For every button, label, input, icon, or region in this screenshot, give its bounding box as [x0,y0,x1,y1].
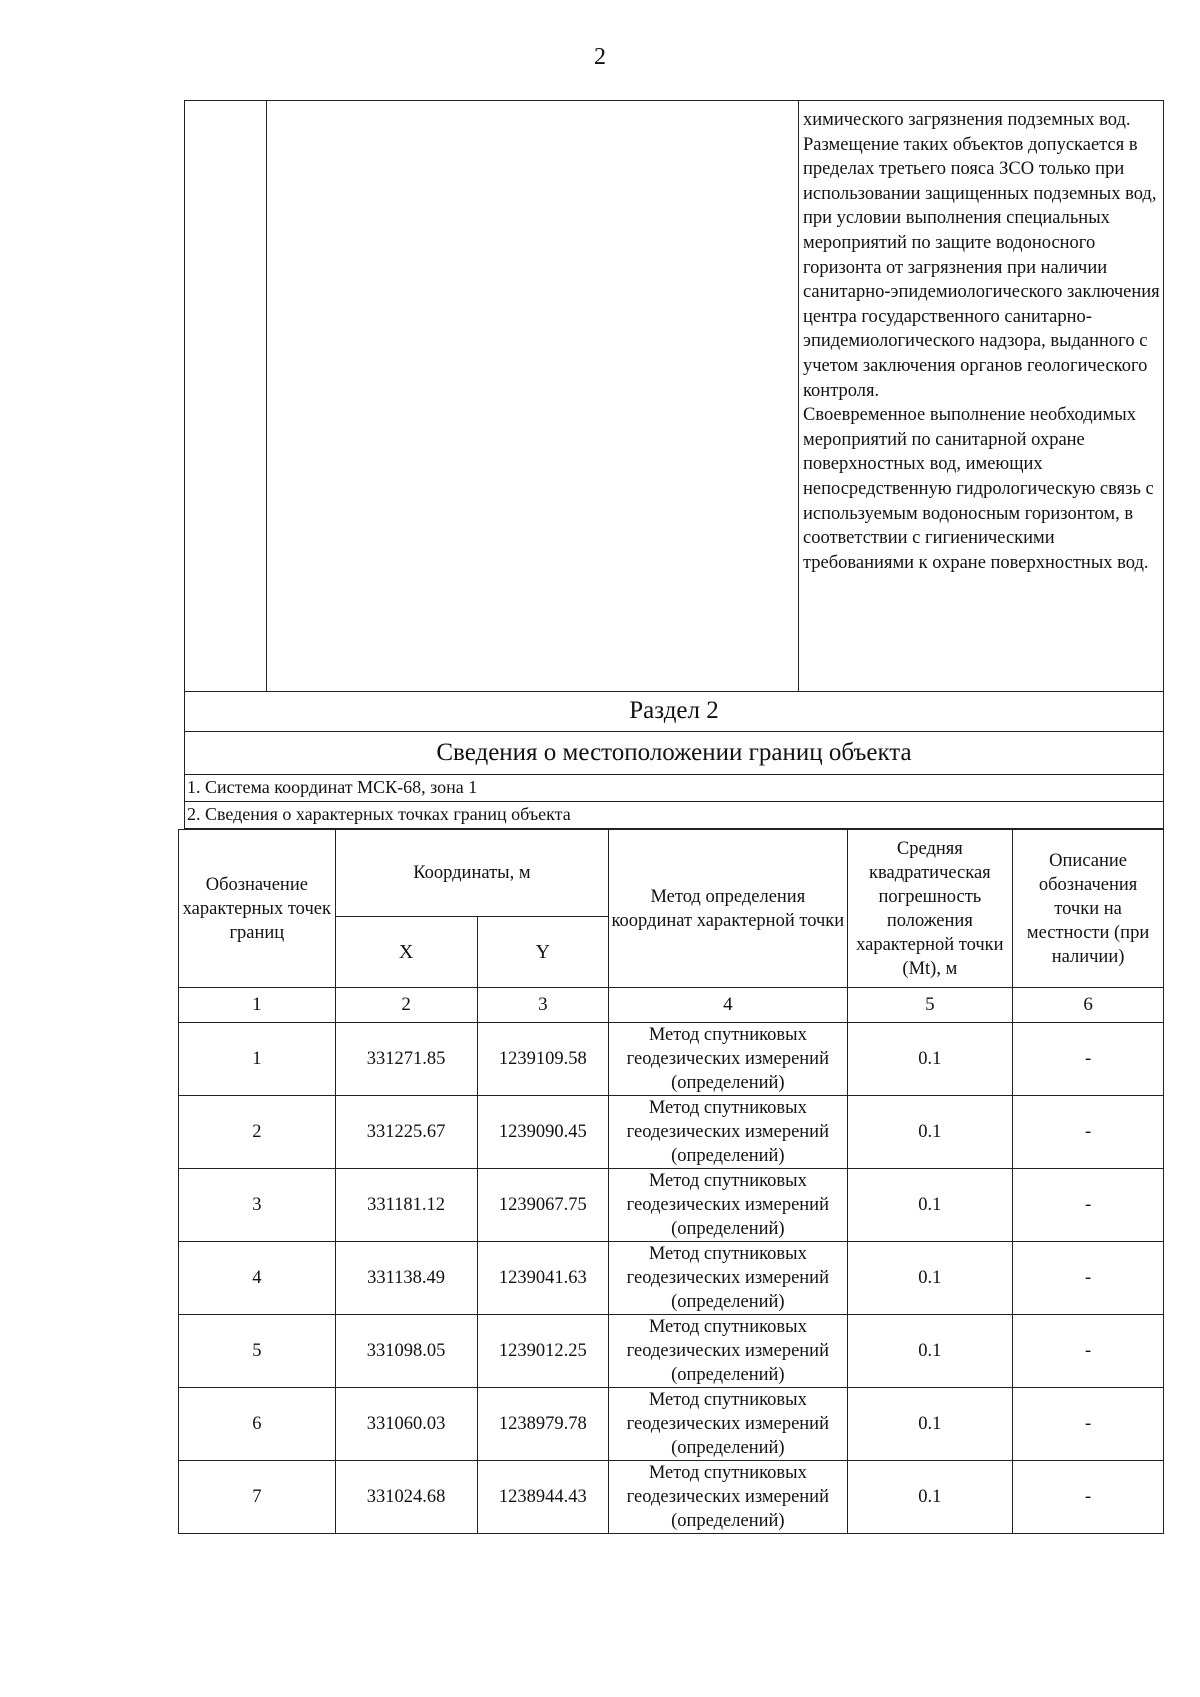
section-title: Раздел 2 [184,692,1164,732]
coord-y: 1238944.43 [477,1461,609,1534]
continuation-col-3 [799,101,1165,691]
mean-error: 0.1 [847,1169,1013,1242]
method: Метод спутниковых геодезических измерений (определений) [609,1096,847,1169]
mean-error: 0.1 [847,1242,1013,1315]
coord-y: 1239109.58 [477,1023,609,1096]
header-method: Метод определения координат характерной точки [609,830,847,988]
method: Метод спутниковых геодезических измерений (определений) [609,1242,847,1315]
table-row [179,1096,1164,1169]
points-heading-line: 2. Сведения о характерных точках границ объекта [184,802,1164,829]
point-id: 1 [179,1023,336,1096]
coord-x: 331098.05 [335,1315,477,1388]
table-row [179,1388,1164,1461]
point-id: 6 [179,1388,336,1461]
coord-x: 331225.67 [335,1096,477,1169]
header-description: Описание обозначения точки на местности (при наличии) [1013,830,1164,988]
point-id: 7 [179,1461,336,1534]
coord-y: 1239041.63 [477,1242,609,1315]
coord-x: 331138.49 [335,1242,477,1315]
coord-y: 1239067.75 [477,1169,609,1242]
column-number: 6 [1013,988,1164,1023]
mean-error: 0.1 [847,1461,1013,1534]
continuation-col-1 [185,101,267,691]
coord-x: 331024.68 [335,1461,477,1534]
column-number: 4 [609,988,847,1023]
mean-error: 0.1 [847,1023,1013,1096]
point-id: 3 [179,1169,336,1242]
point-description: - [1013,1388,1164,1461]
coord-y: 1238979.78 [477,1388,609,1461]
point-id: 4 [179,1242,336,1315]
point-description: - [1013,1461,1164,1534]
point-description: - [1013,1169,1164,1242]
header-error: Средняя квадратическая погрешность положения характерной точки (Mt), м [847,830,1013,988]
coord-x: 331181.12 [335,1169,477,1242]
mean-error: 0.1 [847,1315,1013,1388]
method: Метод спутниковых геодезических измерений (определений) [609,1023,847,1096]
mean-error: 0.1 [847,1388,1013,1461]
point-description: - [1013,1242,1164,1315]
continuation-paragraph: Размещение таких объектов допускается в пределах третьего пояса ЗСО только при использовании защищенных подземных вод, при условии выполнения специальных мероприятий по защите водоносного горизонта от загрязнения при наличии санитарно-эпидемиологического заключения центра государственного санитарно-эпидемиологического надзора, выданного с учетом заключения органов геологического контроля. [803,134,1160,401]
continuation-paragraph: Своевременное выполнение необходимых мероприятий по санитарной охране поверхностных вод, имеющих непосредственную гидрологическую связь с используемым водоносным горизонтом, в соответствии с гигиеническими требованиями к охране поверхностных вод. [803,405,1154,573]
header-x: X [335,917,477,988]
method: Метод спутниковых геодезических измерений (определений) [609,1461,847,1534]
coordinates-table [178,829,1164,1534]
column-number-row [179,988,1164,1023]
point-description: - [1013,1315,1164,1388]
continuation-table [184,100,1164,692]
method: Метод спутниковых геодезических измерений (определений) [609,1388,847,1461]
table-row [179,1023,1164,1096]
coord-y: 1239012.25 [477,1315,609,1388]
page-number: 2 [594,44,606,70]
column-number: 1 [179,988,336,1023]
table-row [179,1242,1164,1315]
column-number: 5 [847,988,1013,1023]
column-number: 3 [477,988,609,1023]
point-id: 2 [179,1096,336,1169]
mean-error: 0.1 [847,1096,1013,1169]
coord-x: 331271.85 [335,1023,477,1096]
point-id: 5 [179,1315,336,1388]
header-coordinates: Координаты, м [335,830,608,917]
point-description: - [1013,1096,1164,1169]
header-designation: Обозначение характерных точек границ [179,830,336,988]
table-row [179,1315,1164,1388]
section-subtitle: Сведения о местоположении границ объекта [184,732,1164,775]
point-description: - [1013,1023,1164,1096]
method: Метод спутниковых геодезических измерений (определений) [609,1169,847,1242]
table-header-row [179,830,1164,917]
method: Метод спутниковых геодезических измерений (определений) [609,1315,847,1388]
coord-y: 1239090.45 [477,1096,609,1169]
table-row [179,1169,1164,1242]
coord-x: 331060.03 [335,1388,477,1461]
table-row [179,1461,1164,1534]
coord-system-line: 1. Система координат МСК-68, зона 1 [184,775,1164,802]
column-number: 2 [335,988,477,1023]
continuation-col-2 [267,101,799,691]
continuation-paragraph: химического загрязнения подземных вод. [803,110,1131,130]
header-y: Y [477,917,609,988]
